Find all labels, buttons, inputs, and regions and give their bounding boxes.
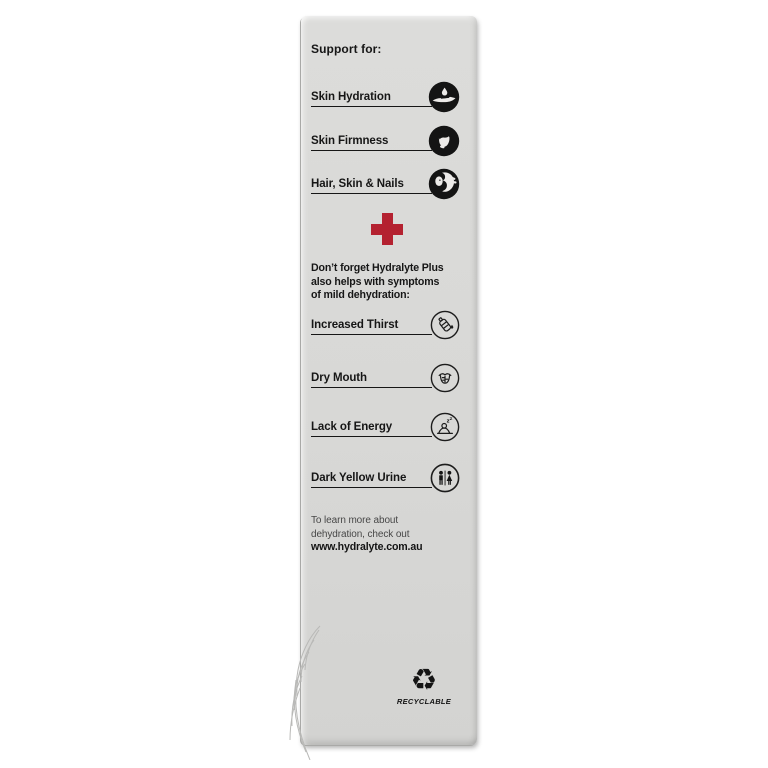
symptom-item-label: Dark Yellow Urine xyxy=(311,472,407,484)
water-bottle-icon xyxy=(430,310,460,340)
symptom-item-label: Lack of Energy xyxy=(311,421,393,433)
symptoms-intro-text xyxy=(311,262,471,303)
leaf-sketch-decoration xyxy=(286,618,334,760)
website-url: www.hydralyte.com.au xyxy=(311,541,423,553)
footer-line: dehydration, check out xyxy=(311,528,410,540)
symptom-item-dry-mouth xyxy=(311,359,432,388)
support-item-label: Hair, Skin & Nails xyxy=(311,178,404,190)
hand-water-drop-icon xyxy=(428,81,460,113)
intro-line: of mild dehydration: xyxy=(311,289,410,302)
restroom-figures-icon xyxy=(430,463,460,493)
learn-more-text xyxy=(311,514,422,555)
recyclable-label: RECYCLABLE xyxy=(396,697,452,706)
support-item-label: Skin Hydration xyxy=(311,91,391,103)
support-item-hair-skin-nails xyxy=(311,165,432,194)
support-heading: Support for: xyxy=(311,42,382,56)
footer-line: To learn more about xyxy=(311,515,399,526)
recycle-icon: ♻ xyxy=(410,663,438,698)
dry-tongue-icon xyxy=(430,363,460,393)
intro-line: also helps with symptoms xyxy=(311,275,440,288)
intro-line: Don’t forget Hydralyte Plus xyxy=(311,262,444,274)
sleepy-person-icon xyxy=(430,412,460,442)
svg-text:z: z xyxy=(446,418,450,425)
recyclable-mark xyxy=(389,663,459,706)
svg-text:Z: Z xyxy=(449,415,453,421)
support-item-skin-hydration xyxy=(311,78,432,107)
support-item-label: Skin Firmness xyxy=(311,135,389,147)
woman-face-icon xyxy=(428,125,460,157)
symptom-item-lack-of-energy xyxy=(311,408,432,437)
symptom-item-increased-thirst xyxy=(311,306,432,335)
woman-hair-nails-icon xyxy=(428,168,460,200)
symptom-item-dark-yellow-urine xyxy=(311,459,432,488)
symptom-item-label: Dry Mouth xyxy=(311,372,367,384)
symptom-item-label: Increased Thirst xyxy=(311,319,399,331)
support-item-skin-firmness xyxy=(311,122,432,151)
red-plus-icon xyxy=(371,213,403,245)
